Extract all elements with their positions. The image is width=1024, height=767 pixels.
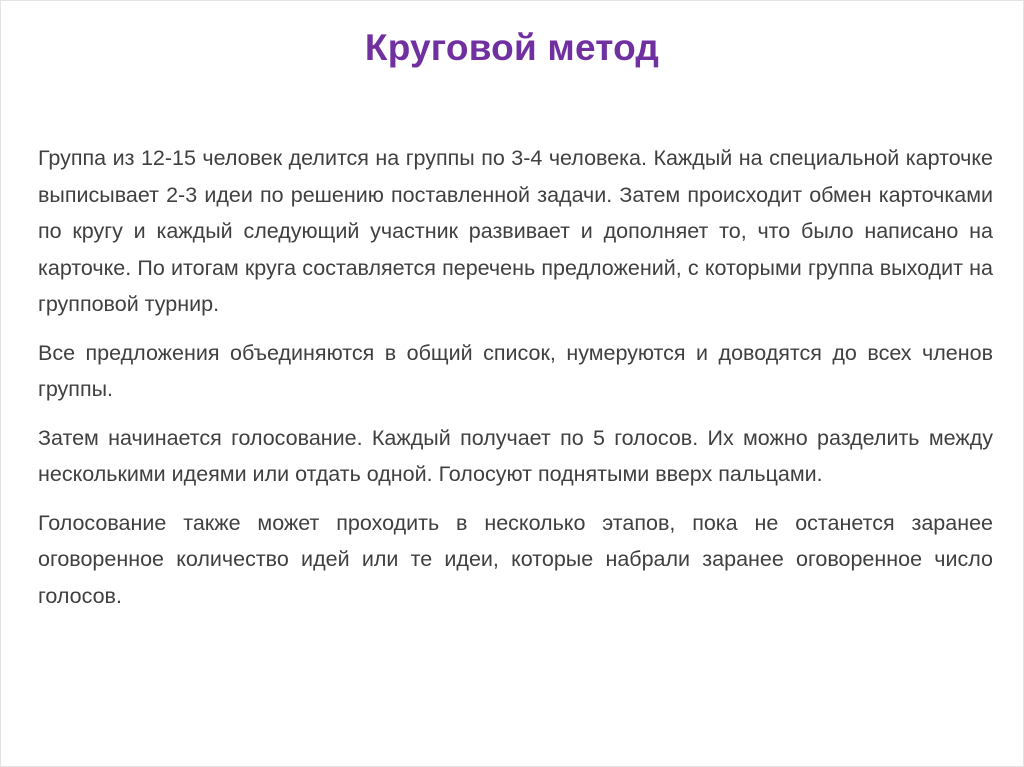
paragraph-1: Группа из 12-15 человек делится на группы по 3-4 человека. Каждый на специальной карточке выписывает 2-3 идеи по решению поставленной задачи. Затем происходит обмен карточками по кругу и каждый следующий участник развивает и дополняет то, что было написано на карточке. По итогам круга составляется перечень предложений, с которыми группа выходит на групповой турнир. — [38, 146, 993, 316]
slide-title: Круговой метод — [364, 27, 660, 68]
paragraph-3: Затем начинается голосование. Каждый получает по 5 голосов. Их можно разделить между несколькими идеями или отдать одной. Голосуют поднятыми вверх пальцами. — [38, 425, 993, 486]
slide-body — [38, 140, 993, 626]
paragraph-4: Голосование также может проходить в несколько этапов, пока не останется заранее оговоренное количество идей или те идеи, которые набрали заранее оговоренное число голосов. — [38, 510, 993, 608]
paragraph-2: Все предложения объединяются в общий список, нумеруются и доводятся до всех членов группы. — [38, 340, 993, 401]
